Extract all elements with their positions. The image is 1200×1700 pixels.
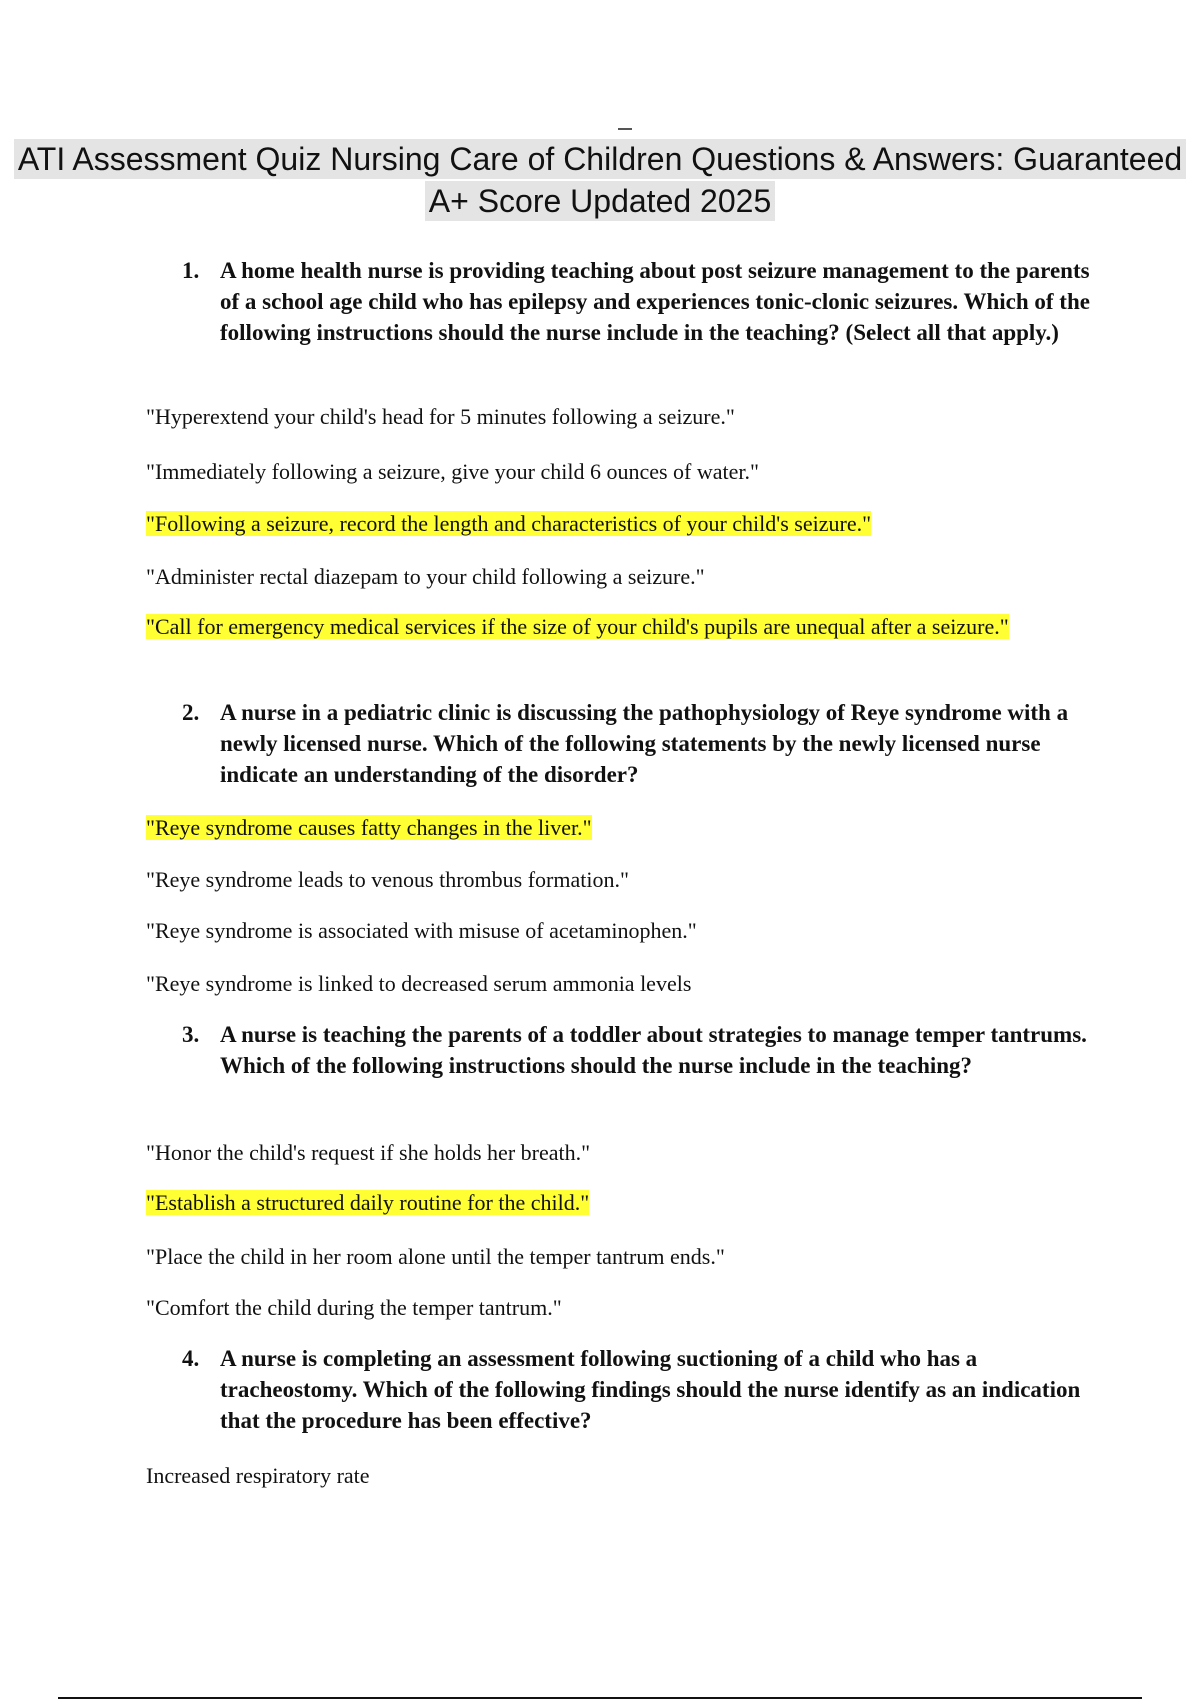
answer-option: [146, 1137, 1086, 1168]
question-4: [182, 1343, 1092, 1436]
document-title: [0, 138, 1200, 222]
answer-option-correct: [146, 508, 1086, 539]
answer-option-correct: [146, 812, 1086, 843]
question-number: 4.: [182, 1346, 200, 1371]
answer-option: [146, 1241, 1086, 1272]
question-text: A nurse in a pediatric clinic is discussing the pathophysiology of Reye syndrome with a newly licensed nurse. Which of the following statements by the newly licensed nurse indicate an understanding of the disorder?: [220, 700, 1069, 787]
answer-option-correct: [146, 611, 1086, 642]
answer-option: [146, 915, 1086, 946]
answer-option: [146, 401, 1086, 432]
answer-option: [146, 968, 1086, 999]
question-text: A nurse is completing an assessment following suctioning of a child who has a tracheostomy. Which of the following findings should the nurse identify as an indication that the procedure has been effective?: [220, 1346, 1081, 1433]
answer-option-text: "Immediately following a seizure, give your child 6 ounces of water.": [146, 459, 760, 484]
answer-option-text: "Hyperextend your child's head for 5 minutes following a seizure.": [146, 404, 735, 429]
answer-option-text: "Following a seizure, record the length and characteristics of your child's seizure.": [146, 511, 872, 536]
document-title-text: ATI Assessment Quiz Nursing Care of Children Questions & Answers: Guaranteed A+ Score Updated 2025: [14, 139, 1186, 221]
question-text: A nurse is teaching the parents of a toddler about strategies to manage temper tantrums. Which of the following instructions should the nurse include in the teaching?: [220, 1022, 1087, 1078]
answer-option-correct: [146, 1187, 1086, 1218]
question-text: A home health nurse is providing teaching about post seizure management to the parents of a school age child who has epilepsy and experiences tonic-clonic seizures. Which of the following instructions should the nurse include in the teaching? (Select all that apply.): [220, 258, 1090, 345]
answer-option: [146, 864, 1086, 895]
question-number: 2.: [182, 700, 200, 725]
answer-option-text: "Administer rectal diazepam to your child following a seizure.": [146, 564, 705, 589]
question-1: [182, 255, 1092, 348]
page-bottom-rule: [58, 1697, 1142, 1699]
answer-option-text: "Reye syndrome is associated with misuse of acetaminophen.": [146, 918, 697, 943]
answer-option-text: "Place the child in her room alone until the temper tantrum ends.": [146, 1244, 725, 1269]
answer-option-text: "Call for emergency medical services if the size of your child's pupils are unequal after a seizure.": [146, 614, 1009, 639]
question-number: 1.: [182, 258, 200, 283]
answer-option: [146, 1460, 1086, 1491]
answer-option: [146, 1292, 1086, 1323]
question-3: [182, 1019, 1092, 1081]
answer-option-text: "Reye syndrome is linked to decreased serum ammonia levels: [146, 971, 692, 996]
page-top-mark: [618, 128, 632, 130]
answer-option: [146, 561, 1086, 592]
answer-option-text: "Comfort the child during the temper tantrum.": [146, 1295, 562, 1320]
answer-option-text: "Reye syndrome leads to venous thrombus formation.": [146, 867, 629, 892]
question-number: 3.: [182, 1022, 200, 1047]
answer-option-text: "Establish a structured daily routine for the child.": [146, 1190, 590, 1215]
answer-option-text: Increased respiratory rate: [146, 1463, 370, 1488]
answer-option: [146, 456, 1086, 487]
question-2: [182, 697, 1092, 790]
answer-option-text: "Honor the child's request if she holds her breath.": [146, 1140, 591, 1165]
answer-option-text: "Reye syndrome causes fatty changes in the liver.": [146, 815, 592, 840]
